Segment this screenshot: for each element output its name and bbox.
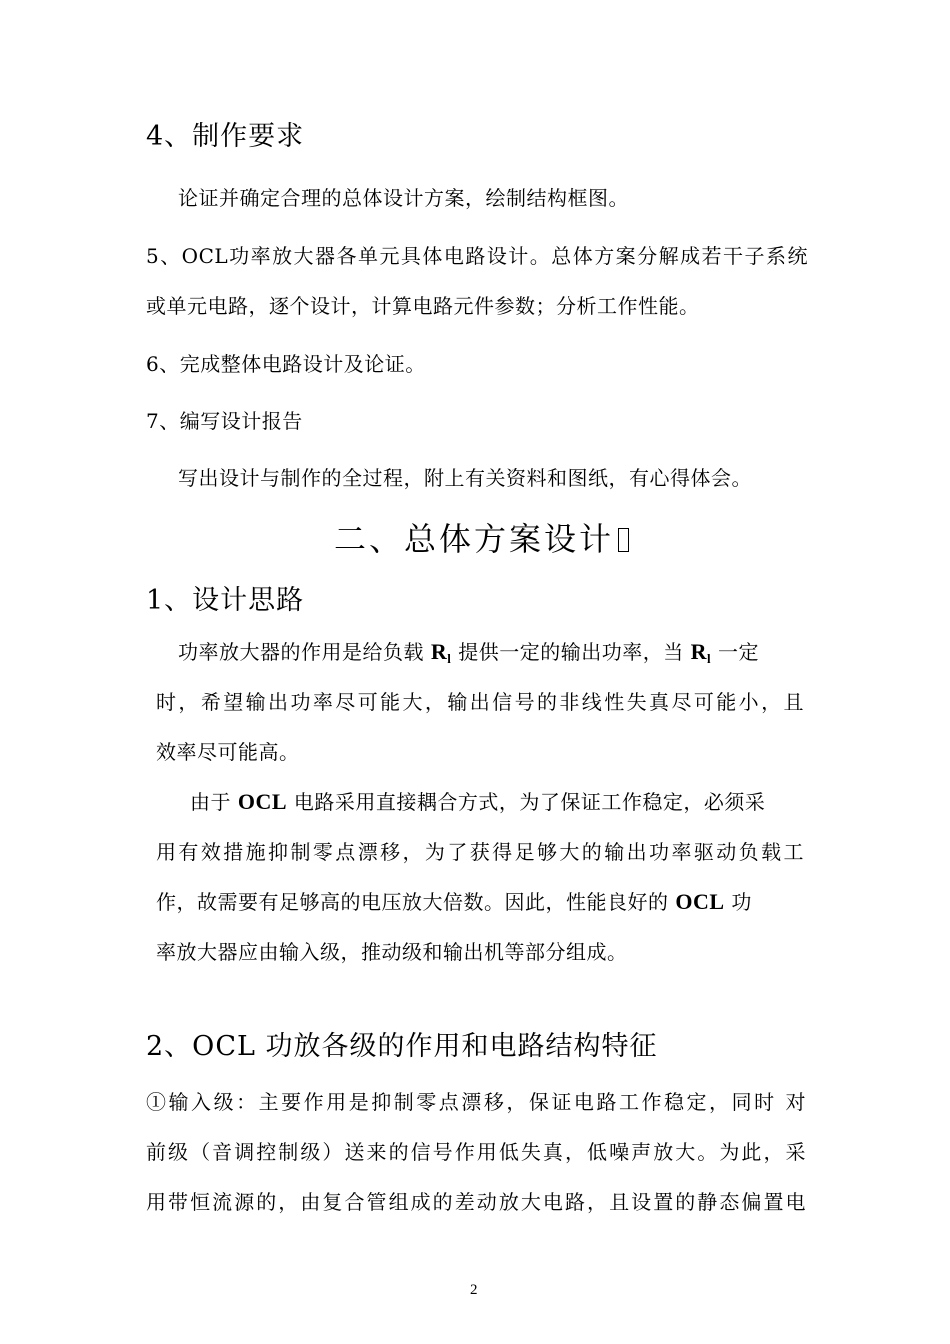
item-6: 6、完成整体电路设计及论证。 [146, 352, 426, 376]
chapter-title-text: 二、总体方案设计 [334, 520, 615, 558]
s1-p2-text-a: 由于 [190, 790, 238, 814]
section-1-title: 1、设计思路 [146, 585, 305, 616]
s1-p1-text-a: 功率放大器的作用是给负载 [178, 640, 431, 664]
s1-p2-line-3 [156, 886, 752, 915]
item-7-paragraph: 写出设计与制作的全过程，附上有关资料和图纸，有心得体会。 [178, 466, 752, 490]
rl-symbol-r: R [430, 639, 448, 664]
ocl-term: OCL [237, 789, 288, 814]
rl-symbol-2-sub: l [706, 651, 712, 666]
item-7: 7、编写设计报告 [146, 409, 303, 433]
rl-symbol-2 [691, 639, 712, 664]
rl-symbol-2-r: R [690, 639, 707, 664]
chapter-title [334, 514, 629, 560]
section-4-title: 4、制作要求 [146, 121, 305, 152]
s2-p1-line-1: ①输入级：主要作用是抑制零点漂移，保证电路工作稳定，同时 对 [146, 1090, 806, 1114]
ocl-term-2: OCL [675, 889, 725, 914]
s1-p2-line-4: 率放大器应由输入级，推动级和输出机等部分组成。 [156, 940, 628, 964]
s2-p1-line-2: 前级（音调控制级）送来的信号作用低失真，低噪声放大。为此，采 [146, 1140, 806, 1164]
s1-p2-text-b: 电路采用直接耦合方式，为了保证工作稳定，必须采 [287, 790, 766, 814]
s2-p1-line-3: 用带恒流源的，由复合管组成的差动放大电路，且设置的静态偏置电 [146, 1190, 806, 1214]
section-4-paragraph: 论证并确定合理的总体设计方案，绘制结构框图。 [178, 186, 629, 210]
s1-p2-line-1 [190, 786, 765, 815]
s1-p1-line-1 [178, 636, 759, 667]
placeholder-box-icon [618, 528, 629, 552]
rl-symbol-sub: l [447, 651, 452, 666]
page-number: 2 [470, 1282, 478, 1298]
rl-symbol [431, 639, 452, 664]
item-5-line-1: 5、OCL功率放大器各单元具体电路设计。总体方案分解成若干子系统 [146, 244, 808, 268]
s1-p2-line-2: 用有效措施抑制零点漂移，为了获得足够大的输出功率驱动负载工 [156, 840, 804, 864]
s1-p1-text-b: 提供一定的输出功率，当 [451, 640, 691, 664]
s1-p1-text-c: 一定 [711, 640, 759, 664]
s1-p1-line-3: 效率尽可能高。 [156, 740, 300, 764]
s1-p2-text-d: 功 [724, 890, 752, 914]
section-2-title: 2、OCL 功放各级的作用和电路结构特征 [146, 1031, 658, 1062]
s1-p2-text-c: 作，故需要有足够高的电压放大倍数。因此，性能良好的 [156, 890, 676, 914]
s1-p1-line-2: 时，希望输出功率尽可能大，输出信号的非线性失真尽可能小，且 [156, 690, 804, 714]
item-5-line-2: 或单元电路，逐个设计，计算电路元件参数；分析工作性能。 [146, 294, 700, 318]
